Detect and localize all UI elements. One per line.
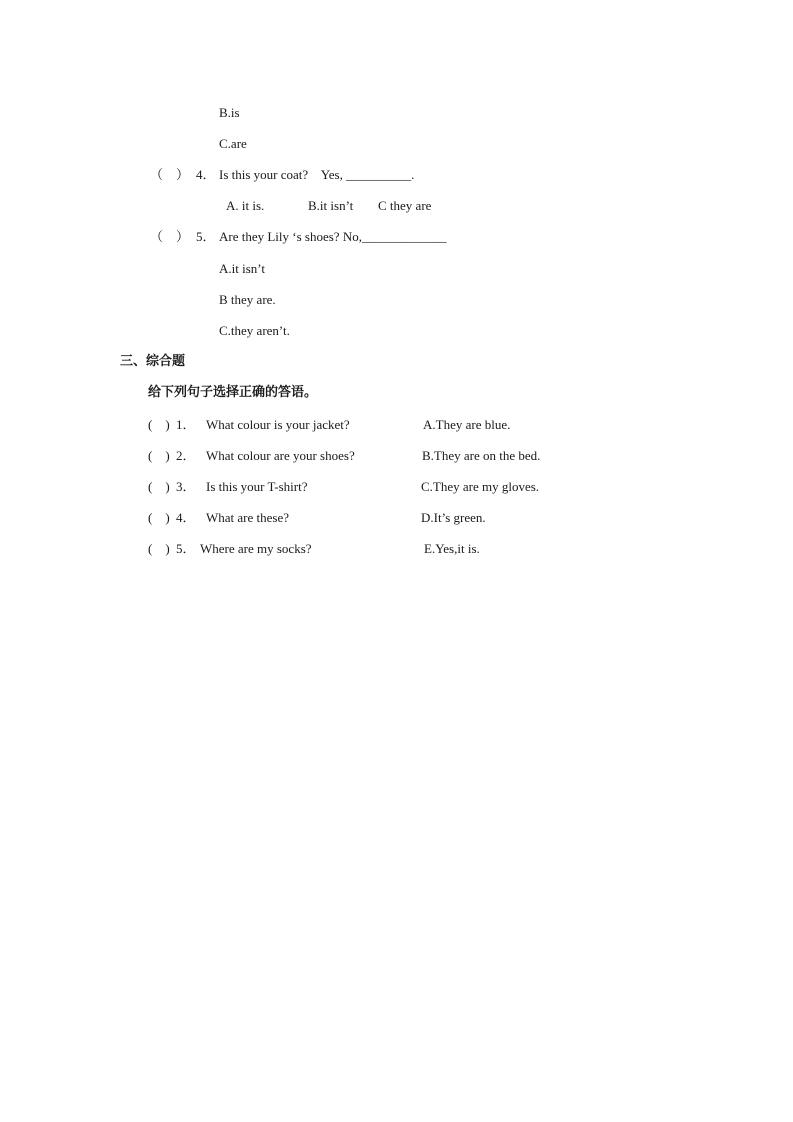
q3-option-c: C.are	[219, 136, 247, 151]
q5-option-a: A.it isn’t	[219, 261, 265, 276]
q4-answer-paren: （ ）	[150, 167, 190, 182]
section3-heading: 三、综合题	[120, 354, 186, 369]
match-answer-a: A.They are blue.	[423, 417, 511, 432]
q4-option-a: A. it is.	[226, 198, 265, 213]
match-answer-e: E.Yes,it is.	[424, 541, 480, 556]
match-q1-label: 1．	[176, 417, 196, 432]
match-q3-text: Is this your T-shirt?	[206, 479, 308, 494]
match-q3-label: 3．	[176, 479, 196, 494]
q4-question-text: Is this your coat? Yes, __________.	[219, 167, 415, 182]
q3-option-b: B.is	[219, 105, 240, 120]
q5-question-text: Are they Lily ‘s shoes? No,_____________	[219, 229, 447, 244]
match-q5-paren: ( )	[148, 541, 170, 556]
match-q5-text: Where are my socks?	[200, 541, 312, 556]
q4-option-b: B.it isn’t	[308, 198, 354, 213]
match-answer-c: C.They are my gloves.	[421, 479, 540, 494]
match-q4-text: What are these?	[206, 510, 290, 525]
match-q4-label: 4．	[176, 510, 196, 525]
match-q3-paren: ( )	[148, 479, 170, 494]
q5-option-b: B they are.	[219, 292, 276, 307]
match-answer-d: D.It’s green.	[421, 510, 486, 525]
match-q2-label: 2．	[176, 448, 196, 463]
match-q2-text: What colour are your shoes?	[206, 448, 355, 463]
match-q2-paren: ( )	[148, 448, 170, 463]
q5-answer-paren: （ ）	[150, 229, 190, 244]
match-q5-label: 5．	[176, 541, 196, 556]
section3-instruction: 给下列句子选择正确的答语。	[148, 385, 318, 400]
q4-number: 4．	[196, 167, 216, 182]
match-q1-paren: ( )	[148, 417, 170, 432]
match-q4-paren: ( )	[148, 510, 170, 525]
match-answer-b: B.They are on the bed.	[422, 448, 541, 463]
match-q1-text: What colour is your jacket?	[206, 417, 350, 432]
q5-option-c: C.they aren’t.	[219, 323, 290, 338]
q4-option-c: C they are	[378, 198, 432, 213]
q5-number: 5．	[196, 229, 216, 244]
